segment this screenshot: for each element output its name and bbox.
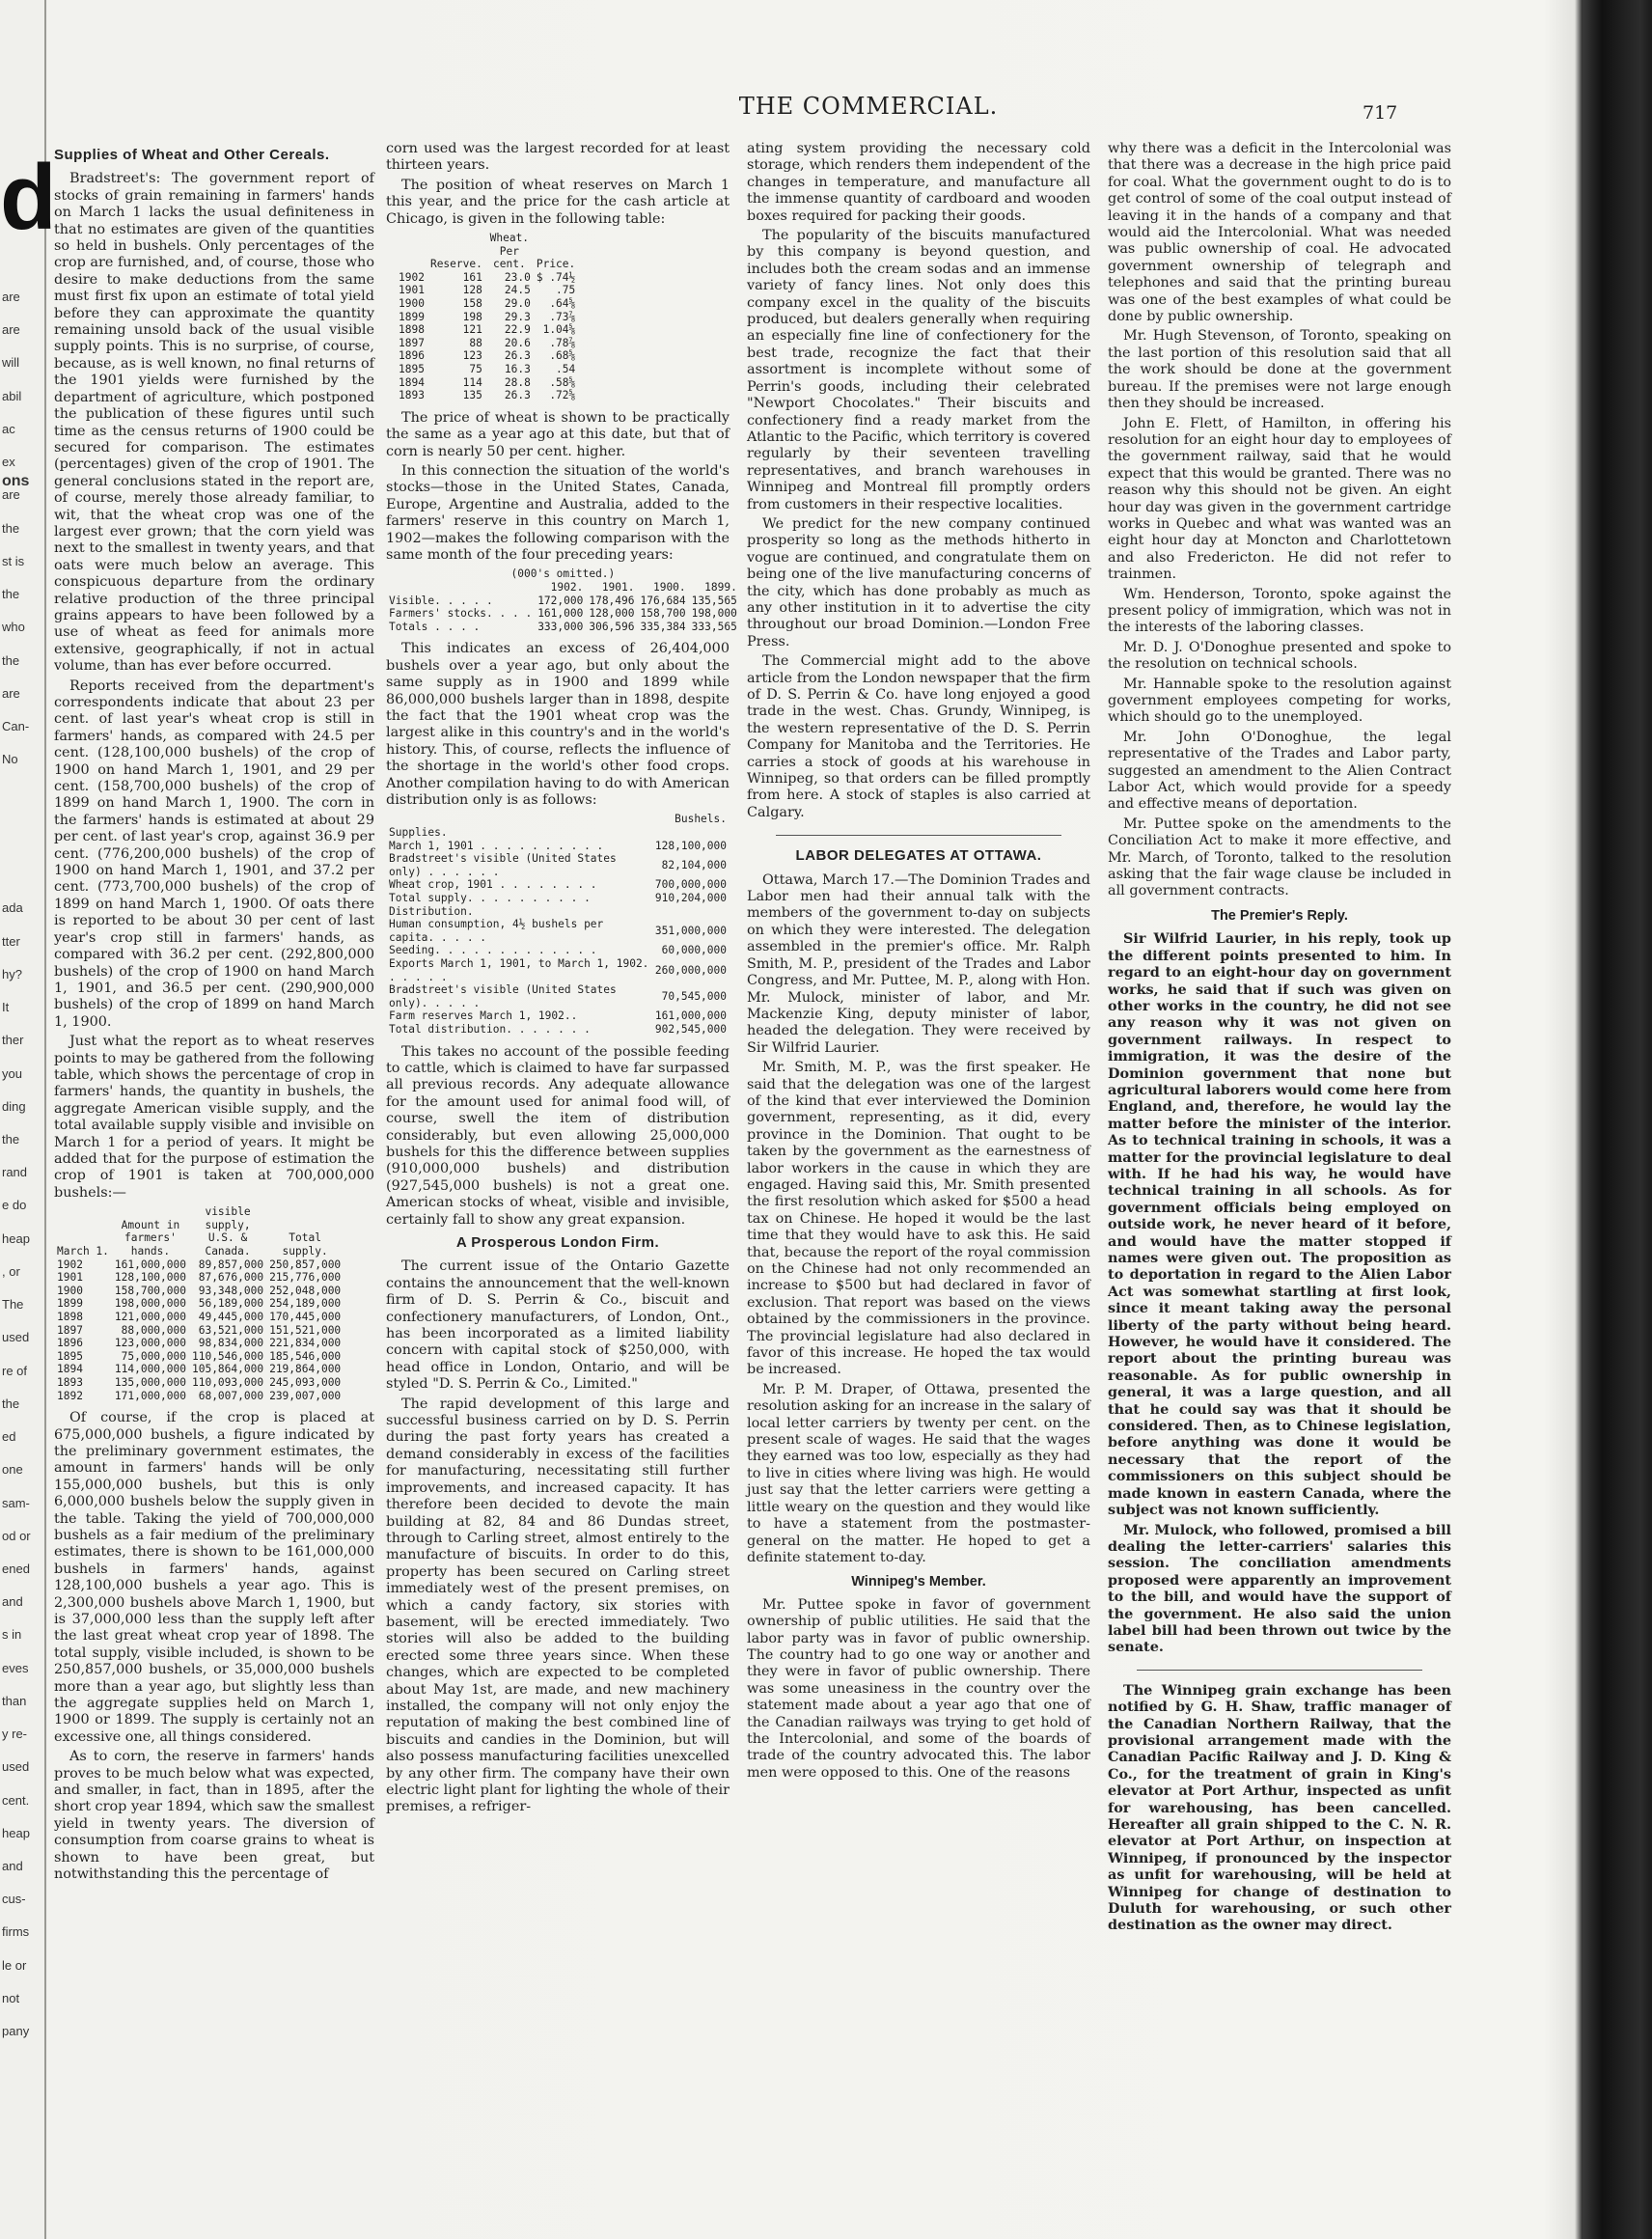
paragraph: Mr. Hannable spoke to the resolution against government employees competing for works, which should go to the unemployed.	[1108, 676, 1451, 726]
gutter-fragment: the	[2, 587, 20, 602]
table-cell: 245,093,000	[269, 1375, 342, 1389]
binding-edge	[1583, 0, 1652, 2239]
gutter-fragment: No	[2, 752, 18, 767]
paragraph: Mr. Smith, M. P., was the first speaker. He said that the delegation was one of the largest of the kind that ever interviewed the Dominion government, representing, as it did, every province in the Dominion. That ought to be taken by the government as the earnestness of labor workers in the cause in which they are engaged. Having said this, Mr. Smith presented the first resolution which asked for $500 a head tax on Chinese. He hoped it would be the last time that they would have to ask this. He said that, because the report of the royal commission on the Chinese had not only recommended an increase to $500 but had declared in favor of exclusion. That report was based on the views obtained by the commissioners in the province. The provincial legislature had also declared in favor of this increase. He hoped the tax would be increased.	[747, 1060, 1090, 1378]
table-cell: .54	[556, 362, 576, 375]
table-row	[54, 1311, 344, 1324]
table-cell: 70,545,000	[661, 989, 727, 1003]
paragraph: Wm. Henderson, Toronto, spoke against the present policy of immigration, which was not in the interests of the laboring classes.	[1108, 586, 1451, 636]
table-cell: 910,204,000	[654, 892, 727, 904]
gutter-fragment: firms	[2, 1924, 30, 1940]
paragraph: We predict for the new company continued prosperity so long as the methods hitherto in vogue are continued, and congratulate them on being one of the live manufacturing concerns of the city, which has done probably as much as any other institution in it to advertise the city throughout our broad Dominion.—London Free Press.	[747, 515, 1090, 650]
table-cell: 1897	[57, 1323, 83, 1337]
table-cell: Bradstreet's visible (United States only). . . . .	[389, 983, 617, 1009]
column-3	[747, 141, 1090, 1784]
table-cell: Visible. . . . .	[389, 594, 493, 607]
gutter-fragment: are	[2, 290, 20, 304]
table-cell: .58⅝	[549, 375, 576, 389]
table-cell: 185,546,000	[269, 1349, 342, 1363]
table-cell: $ .74½	[536, 270, 576, 284]
paragraph: The Winnipeg grain exchange has been notified by G. H. Shaw, traffic manager of the Canadian Northern Railway, that the provisional arrangement made with the Canadian Pacific Railway and J. D. King & Co., for the treatment of grain in King's elevator at Port Arthur, inspected as unfit for warehousing, has been cancelled. Hereafter all grain shipped to the C. N. R. elevator at Port Arthur, on inspection at Winnipeg, if pronounced by the inspector as unfit for warehousing, will be held at Winnipeg for change of destination to Duluth for warehousing, or such other destination as the owner may direct.	[1108, 1681, 1451, 1934]
gutter-fragment: s in	[2, 1627, 22, 1643]
table-cell: 198	[462, 310, 482, 323]
paragraph: corn used was the largest recorded for at least thirteen years.	[386, 141, 730, 174]
table-row	[54, 1376, 344, 1390]
table-cell: 1896	[57, 1337, 83, 1350]
table-row	[396, 349, 578, 363]
table-cell: 215,776,000	[269, 1271, 342, 1285]
paragraph: The position of wheat reserves on March 1 this year, and the price for the cash article at Chicago, is given in the following table:	[386, 177, 730, 227]
table-cell: Farm reserves March 1, 1902..	[389, 1009, 578, 1023]
gutter-fragment: ada	[2, 900, 23, 916]
table-row	[386, 840, 730, 853]
table-cell: 114,000,000	[114, 1363, 186, 1376]
paragraph: The Commercial might add to the above article from the London newspaper that the firm of D. S. Perrin & Co. have long enjoyed a good trade in the west. Chas. Grundy, Winnipeg, is the western representative of the D. S. Perrin Company for Manitoba and the Territories. He carries a stock of goods at his warehouse in Winnipeg, so that orders can be filled promptly from here. A stock of staples is also carried at Calgary.	[747, 653, 1090, 820]
gutter-fragment: ed	[2, 1429, 16, 1445]
gutter-fragment: The	[2, 1297, 24, 1313]
table-header: Wheat. Per cent.	[489, 232, 530, 271]
table-row	[396, 284, 578, 297]
table-row	[54, 1258, 344, 1272]
table-cell: 1900	[399, 297, 425, 310]
table-cell: .72⅝	[549, 389, 576, 402]
table-cell	[652, 905, 730, 919]
gutter-fragment: pany	[2, 2024, 30, 2039]
paragraph: Of course, if the crop is placed at 675,000,000 bushels, a figure indicated by the preliminary government estimates, the amount in farmers' hands will be only 155,000,000 bushels, but this is only 6,000,000 bushels below the supply given in the table. Taking the yield of 700,000,000 bushels as a fair medium of the preliminary estimates, there is shown to be 161,000,000 bushels in farmers' hands, against 128,100,000 bushels a year ago. This is 2,300,000 bushels above March 1, 1900, but is 37,000,000 less than the supply left after the last great wheat crop year of 1898. The total supply, visible included, is shown to be 250,857,000 bushels, or 35,000,000 bushels more than a year ago, but slightly less than the aggregate supplies held on March 1, 1900 or 1899. The supply is certainly not an excessive one, all things considered.	[54, 1410, 374, 1745]
table-row	[386, 905, 730, 919]
table-cell: 105,864,000	[191, 1363, 264, 1376]
table-cell: 123	[462, 349, 482, 363]
table-cell: 239,007,000	[269, 1389, 342, 1402]
table-cell: 87,676,000	[198, 1271, 264, 1285]
table-cell: 1900	[57, 1284, 83, 1297]
table-row	[386, 892, 730, 905]
table-row	[54, 1271, 344, 1285]
table-cell: 135	[462, 389, 482, 402]
table-cell: 128,100,000	[654, 839, 727, 852]
table-cell: 128,000	[589, 607, 635, 621]
table-cell: 1899	[57, 1297, 83, 1311]
gutter-fragment: st is	[2, 553, 25, 568]
gutter-side-word: ons	[2, 473, 30, 489]
gutter-fragment: are	[2, 685, 20, 701]
table-cell: 221,834,000	[269, 1337, 342, 1350]
table-cell: 161	[462, 270, 482, 284]
table-cell: .64⅝	[549, 297, 576, 310]
table-cell: March 1, 1901 . . . . . . . . . .	[389, 839, 604, 852]
table-cell: 110,546,000	[191, 1349, 264, 1363]
gutter-fragment: le or	[2, 1957, 27, 1973]
paragraph: This takes no account of the possible feeding to cattle, which is claimed to have far surpassed all previous records. Any adequate allowance for the amount used for animal food will, of course, swell the item of distribution considerably, but even allowing 25,000,000 bushels for this the difference between supplies (910,000,000 bushels) and distribution (927,545,000 bushels) is not a great one. American stocks of wheat, visible and invisible, certainly fall to show any great expansion.	[386, 1043, 730, 1228]
gutter-fragment: rand	[2, 1165, 28, 1180]
table-header: Total supply.	[282, 1231, 328, 1258]
table-header: Amount in farmers' hands.	[121, 1218, 180, 1258]
table-cell: 250,857,000	[269, 1258, 342, 1271]
table-cell: Totals . . . .	[389, 620, 481, 633]
paragraph: This indicates an excess of 26,404,000 bushels over a year ago, but only about the same supply as in 1900 and 1899 while 86,000,000 bushels larger than in 1898, despite the fact that the 1901 wheat crop was the largest alike in this country's and in the world's history. This, of course, reflects the influence of the shortage in the world's other food crops. Another compilation having to do with American distribution only is as follows:	[386, 641, 730, 809]
table-cell: Supplies.	[389, 826, 448, 840]
gutter-fragment: than	[2, 1693, 27, 1708]
table-header: Reserve.	[429, 258, 482, 271]
paragraph: The popularity of the biscuits manufactured by this company is beyond question, and includes both the cream sodas and an immense variety of fancy lines. Not only does this company excel in the quality of the biscuits produced, but dealers generally when requiring an especially fine line of confectionery for the best trade, recognize the fact that their assortment is incomplete without some of Perrin's goods, including their celebrated "Newport Chocolates." Their biscuits and confectionery find a ready market from the Atlantic to the Pacific, which territory is covered regularly by their seventeen travelling representatives, and branch warehouses in Winnipeg and Montreal fill promptly orders from customers in their respective localities.	[747, 228, 1090, 512]
subheading-premiers-reply: The Premier's Reply.	[1211, 907, 1348, 924]
table-cell: 161,000,000	[654, 1009, 727, 1023]
table-row	[386, 983, 730, 1009]
paragraph: The rapid development of this large and successful business carried on by D. S. Perrin during the past forty years has created a demand considerably in excess of the facilities for manufacturing, necessitating still further improvements, and increased capacity. It has therefore been decided to devote the main building at 82, 84 and 86 Dundas street, through to Carling street, almost entirely to the manufacture of biscuits. In order to do this, property has been secured on Carling street immediately west of the present premises, on which a candy factory, six stories with basement, will be erected immediately. Two stories will also be added to the building erected some three years since. When these changes, which are expected to be completed about May 1st, are made, and new machinery installed, the company will not only enjoy the reputation of making the best combined line of biscuits and candies in the Dominion, but will also possess manufacturing facilities unexcelled by any other firm. The company have their own electric light plant for lighting the whole of their premises, a refriger-	[386, 1396, 730, 1815]
table-row	[54, 1324, 344, 1338]
gutter-fragment: ex	[2, 455, 15, 470]
table-row	[396, 337, 578, 350]
table-cell: 26.3	[504, 389, 531, 402]
table-cell: 1898	[399, 323, 425, 337]
gutter-fragment: tter	[2, 933, 20, 949]
table-cell: 93,348,000	[198, 1284, 264, 1297]
table-cell: Farmers' stocks. . . .	[389, 607, 533, 621]
divider	[776, 835, 1061, 836]
paragraph: Ottawa, March 17.—The Dominion Trades and Labor men had their annual talk with the members of the government to-day on subjects on which they were interested. The delegation assembled in the premier's office. Mr. Ralph Smith, M. P., president of the Trades and Labor Congress, and Mr. Puttee, M. P., along with Hon. Mr. Mulock, minister of labor, and Mr. Mackenzie King, deputy minister of labor, headed the delegation. They were received by Sir Wilfrid Laurier.	[747, 871, 1090, 1056]
table-row	[386, 957, 730, 983]
table-cell: Distribution.	[389, 904, 474, 918]
paragraph: Reports received from the department's correspondents indicate that about 23 per cent. of last year's wheat crop is still in farmers' hands, as compared with 24.5 per cent. (128,100,000 bushels) of the crop of 1900 on hand March 1, 1901, and 29 per cent. (158,700,000 bushels) of the crop of 1899 on hand March 1, 1900. The corn in the farmers' hands is estimated at about 29 per cent. of last year's crop, against 36.9 per cent. (776,200,000 bushels) of the crop of 1900 on hand March 1, 1901, and 37.2 per cent. (773,700,000 bushels) of the crop of 1899 on hand March 1, 1900. Of oats there is reported to be about 30 per cent of last year's crop still in farmers' hands, as compared with 36.2 per cent. (292,800,000 bushels) of the crop of 1900 on hand March 1, 1901, and 36.5 per cent. (290,900,000 bushels) of the crop of 1899 on hand March 1, 1900.	[54, 677, 374, 1030]
table-row	[386, 944, 730, 957]
gutter-fragment: It	[2, 1000, 10, 1015]
table-cell: 902,545,000	[654, 1022, 727, 1036]
subheading-winnipegs-member: Winnipeg's Member.	[851, 1574, 986, 1590]
table-row	[386, 607, 740, 621]
gutter-fragment: are	[2, 322, 20, 338]
premier-reply-body	[1108, 930, 1451, 1655]
table-cell: 1893	[399, 389, 425, 402]
paragraph: Mr. P. M. Draper, of Ottawa, presented the resolution asking for an increase in the salary of local letter carriers by twenty per cent. on the present scale of wages. He said that the wages they earned was too low, especially as they had to live in cities where living was high. He would just say that the letter carriers were getting a little weary on the question and they would like to have a statement from the postmaster-general on the matter. He hoped to get a definite statement to-day.	[747, 1381, 1090, 1565]
table-cell: 306,596	[589, 620, 635, 633]
table-cell: 198,000,000	[114, 1297, 186, 1311]
gutter-fragment: , or	[2, 1263, 20, 1279]
gutter-fragment: will	[2, 355, 20, 371]
table-cell: 1898	[57, 1310, 83, 1323]
gutter-fragment: not	[2, 1990, 20, 2005]
table-row	[386, 594, 740, 608]
table-cell: 178,496	[589, 594, 635, 607]
gutter-fragment: heap	[2, 1825, 30, 1840]
table-cell	[652, 826, 730, 840]
paragraph: ating system providing the necessary cold storage, which renders them independent of the changes in temperature, and manufacture all the immense quantity of cardboard and wooden boxes required for packing their goods.	[747, 141, 1090, 224]
gutter-fragment: cus-	[2, 1892, 26, 1907]
page-header-title: THE COMMERCIAL.	[738, 93, 999, 120]
gutter-fragment: e do	[2, 1198, 27, 1213]
table-cell: 158	[462, 297, 482, 310]
table-cell: 198,000	[691, 607, 737, 621]
gutter-fragment: sam-	[2, 1495, 30, 1510]
table-row	[396, 376, 578, 390]
table-cell: 252,048,000	[269, 1284, 342, 1297]
divider	[1137, 1670, 1422, 1671]
paragraph: why there was a deficit in the Intercolonial was that there was a decrease in the high price paid for coal. What the government ought to do is to get control of some of the coal output instead of leaving it in the hands of a company and that would aid the Intercolonial. What was needed was public ownership of coal. He advocated government ownership of telegraph and telephones and said that the printing bureau was one of the best examples of what could be done by public ownership.	[1108, 141, 1451, 325]
table-cell: 260,000,000	[654, 963, 727, 977]
column-1	[54, 141, 374, 1886]
table-cell: 1893	[57, 1375, 83, 1389]
table-cell: 1901	[57, 1271, 83, 1285]
table-header: 1900.	[652, 581, 686, 594]
table-header: March 1.	[57, 1244, 109, 1258]
table-cell: 128,100,000	[114, 1271, 186, 1285]
table-header: visible supply, U.S. & Canada.	[205, 1205, 251, 1258]
table-cell: Wheat crop, 1901 . . . . . . . .	[389, 878, 597, 892]
table-header: 1902.	[550, 581, 584, 594]
gutter-fragment: used	[2, 1330, 30, 1345]
table-cell: Bradstreet's visible (United States only) . . . . . .	[389, 852, 617, 878]
table-cell: 26.3	[504, 349, 531, 363]
table-cell: 172,000	[537, 594, 584, 607]
table-cell: 1899	[399, 310, 425, 323]
table-cell: 1896	[399, 349, 425, 363]
previous-page-gutter	[0, 0, 57, 2239]
article-title-wheat-supplies: Supplies of Wheat and Other Cereals.	[54, 147, 330, 163]
table-cell: 128	[462, 284, 482, 297]
article-title-london-firm: A Prosperous London Firm.	[455, 1234, 660, 1251]
table-cell: 161,000	[537, 607, 584, 621]
table-cell: 1895	[399, 362, 425, 375]
table-cell: 700,000,000	[654, 878, 727, 892]
table-cell: .68⅝	[549, 349, 576, 363]
table-cell: 1.04⅝	[542, 323, 576, 337]
table-cell: 1895	[57, 1349, 83, 1363]
table-cell: Total distribution. . . . . . .	[389, 1022, 591, 1036]
gutter-fragment: re of	[2, 1363, 28, 1378]
table-cell: 1902	[399, 270, 425, 284]
gutter-fragment: used	[2, 1759, 30, 1775]
table-cell: 158,700	[640, 607, 686, 621]
table-row	[396, 363, 578, 376]
gutter-fragment: Can-	[2, 718, 30, 733]
gutter-fragment: the	[2, 1132, 20, 1147]
table-cell: 219,864,000	[269, 1363, 342, 1376]
wheat-article-body	[54, 171, 374, 1202]
table-cell: 88	[469, 336, 482, 349]
paragraph: John E. Flett, of Hamilton, in offering his resolution for an eight hour day to employees of the government railway, said that he would expect that this would be granted. There was no reason why this should not be given. An eight hour day was given in the government cartridge works in Quebec and what was wanted was an eight hour day at Moncton and Charlottetown and also Fredericton. He did not refer to trainmen.	[1108, 415, 1451, 583]
table-header: 1899.	[704, 581, 737, 594]
table-cell: Human consumption, 4½ bushels per capita. . . . .	[389, 918, 604, 944]
table-cell: 16.3	[504, 362, 531, 375]
paragraph: The price of wheat is shown to be practically the same as a year ago at this date, but that of corn is nearly 50 per cent. higher.	[386, 409, 730, 459]
table-row	[386, 918, 730, 944]
table-cell: 68,007,000	[198, 1389, 264, 1402]
paragraph: Mr. Mulock, who followed, promised a bill dealing the letter-carriers' salaries this session. The conciliation amendments proposed were apparently an improvement to the bill, and would have the support of the government. He also said the union label bill had been thrown out twice by the senate.	[1108, 1521, 1451, 1656]
wheat-price-table	[396, 232, 578, 402]
table-cell: 1902	[57, 1258, 83, 1271]
table-cell: 82,104,000	[661, 859, 727, 872]
table-cell: 351,000,000	[654, 924, 727, 937]
table-row	[396, 389, 578, 402]
table-cell: 98,834,000	[198, 1337, 264, 1350]
column-4	[1108, 141, 1451, 1937]
table-cell: 121,000,000	[114, 1310, 186, 1323]
table-cell: 56,189,000	[198, 1297, 264, 1311]
wheat-reserves-supply-table	[54, 1205, 344, 1402]
table-cell: 75,000,000	[121, 1349, 186, 1363]
page-number: 717	[1363, 102, 1398, 124]
table-cell: 171,000,000	[114, 1389, 186, 1402]
gutter-fragment: you	[2, 1065, 22, 1081]
table-cell: 88,000,000	[121, 1323, 186, 1337]
gutter-fragment: are	[2, 487, 20, 503]
table-cell: 22.9	[504, 323, 531, 337]
table-row	[396, 311, 578, 324]
table-cell: Total supply. . . . . . . . . .	[389, 892, 591, 904]
table-cell: Seeding. . . . . . . . . . . . .	[389, 944, 597, 957]
table-row	[54, 1350, 344, 1364]
table-header-row	[386, 567, 740, 581]
table-row	[54, 1297, 344, 1311]
table-cell: 28.8	[504, 375, 531, 389]
table-cell: 170,445,000	[269, 1310, 342, 1323]
gutter-fragment: and	[2, 1859, 23, 1874]
table-cell: 333,565	[691, 620, 737, 633]
table-unit-note: (000's omitted.)	[510, 567, 616, 581]
table-header-row	[386, 813, 730, 826]
table-cell: 1894	[57, 1363, 83, 1376]
table-cell: 29.3	[504, 310, 531, 323]
table-cell: 49,445,000	[198, 1310, 264, 1323]
table-row	[54, 1390, 344, 1403]
table-cell: 333,000	[537, 620, 584, 633]
gutter-fragment: y re-	[2, 1727, 27, 1742]
article-title-labor-delegates: LABOR DELEGATES AT OTTAWA.	[795, 847, 1042, 865]
table-cell: .78⅞	[549, 336, 576, 349]
table-row	[386, 1023, 730, 1037]
grain-exchange-notice	[1108, 1682, 1451, 1934]
table-cell: 158,700,000	[114, 1284, 186, 1297]
table-header	[396, 232, 427, 271]
table-cell: 176,684	[640, 594, 686, 607]
paragraph: Mr. D. J. O'Donoghue presented and spoke to the resolution on technical schools.	[1108, 639, 1451, 673]
table-row	[386, 878, 730, 892]
table-cell: 24.5	[504, 284, 531, 297]
table-cell: 63,521,000	[198, 1323, 264, 1337]
table-cell: 89,857,000	[198, 1258, 264, 1271]
gutter-fragment: the	[2, 520, 20, 536]
paragraph: Mr. John O'Donoghue, the legal representative of the Trades and Labor party, suggested an amendment to the Alien Contract Labor Act, which would provide for a speedy and effective means of deportation.	[1108, 729, 1451, 813]
table-cell: 1901	[399, 284, 425, 297]
paragraph: Just what the report as to wheat reserves points to may be gathered from the following table, which shows the percentage of crop in farmers' hands, the quantity in bushels, the aggregate American visible supply, and the total available supply visible and invisible on March 1 for a period of years. It might be added that for the purpose of estimation the crop of 1901 is taken at 700,000,000 bushels:—	[54, 1034, 374, 1201]
gutter-fragment: od or	[2, 1528, 31, 1543]
table-header: 1901.	[601, 581, 635, 594]
table-row	[396, 271, 578, 285]
table-cell: 23.0	[504, 270, 531, 284]
paragraph: Sir Wilfrid Laurier, in his reply, took up the different points presented to him. In regard to an eight-hour day on government works, he said that if such was given on other works in the country, he did not see any reason why it was not given on government railways. In respect to immigration, it was the desire of the Dominion government that none but agricultural laborers would come here from England, and, therefore, he would lay the matter before the minister of the interior. As to technical training in schools, it was a matter for the provincial legislature to deal with. If he had his way, he would have technical training in all schools. As for government officials being employed on outside work, he never heard of it before, and would have the matter stopped if names were given out. The proposition as to deportation in regard to the Alien Labor Act was somewhat startling at first look, since it meant taking away the personal liberty of the party without being heard. However, he would have it considered. The report about the printing bureau was reasonable. As for public ownership in general, it was a large question, and all that he could say was that it should be considered. Then, as to Chinese legislation, before anything was done it would be necessary that the report of the commissioners on this subject should be made known in eastern Canada, where the subject was not known sufficiently.	[1108, 930, 1451, 1519]
table-cell: 20.6	[504, 336, 531, 349]
wheat-article-body-continued	[54, 1410, 374, 1883]
table-cell: 1897	[399, 336, 425, 349]
table-cell: 254,189,000	[269, 1297, 342, 1311]
table-cell: 135,565	[691, 594, 737, 607]
paragraph: In this connection the situation of the world's stocks—those in the United States, Canada, Europe, Argentine and Australia, added to the farmers' reserve in this country on March 1, 1902—makes the following comparison with the same month of the four preceding years:	[386, 462, 730, 563]
gutter-fragment: the	[2, 652, 20, 668]
table-cell: 123,000,000	[114, 1337, 186, 1350]
table-row	[54, 1363, 344, 1376]
table-cell: 1894	[399, 375, 425, 389]
table-cell: 60,000,000	[661, 944, 727, 957]
distribution-table	[386, 813, 730, 1036]
gutter-fragment: who	[2, 620, 25, 635]
table-cell: .75	[556, 284, 576, 297]
paragraph: Mr. Puttee spoke in favor of government ownership of public utilities. He said that the labor party was in favor of public ownership. The country had to go one way or another and they were in favor of public ownership. There was some uneasiness in the country over the statement made about a year ago that one of the Canadian railways was trying to get hold of the Intercolonial, and some of the boards of trade of the country advocated this. The labor men were opposed to this. One of the reasons	[747, 1596, 1090, 1781]
gutter-fragment: eves	[2, 1660, 29, 1675]
table-row	[386, 852, 730, 878]
table-header: Bushels.	[675, 813, 727, 826]
table-row	[54, 1337, 344, 1350]
table-header: Price.	[536, 258, 576, 271]
table-header-row	[396, 232, 578, 271]
gutter-fragment: ding	[2, 1098, 26, 1114]
table-row	[396, 323, 578, 337]
gutter-fragment: one	[2, 1462, 23, 1478]
gutter-fragment: abil	[2, 388, 22, 403]
gutter-fragment: ther	[2, 1033, 24, 1048]
table-header-row	[54, 1205, 344, 1258]
table-cell: 161,000,000	[114, 1258, 186, 1271]
gutter-fragment: the	[2, 1396, 20, 1411]
table-cell: 29.0	[504, 297, 531, 310]
column-2	[386, 141, 737, 1819]
gutter-fragment: cent.	[2, 1792, 30, 1808]
table-cell: 1892	[57, 1389, 83, 1402]
table-row	[386, 621, 740, 634]
table-cell: Exports March 1, 1901, to March 1, 1902. . . . . .	[389, 956, 649, 983]
gutter-fragment: ac	[2, 421, 15, 436]
paragraph: Mr. Hugh Stevenson, of Toronto, speaking on the last portion of this resolution said that all the work should be done at the government bureau. If the premises were not large enough then they should be increased.	[1108, 328, 1451, 412]
paragraph: As to corn, the reserve in farmers' hands proves to be much below what was expected, and smaller, in fact, than in 1895, after the short crop year 1894, which saw the smallest yield in twenty years. The diversion of consumption from coarse grains to wheat is shown to have been great, but notwithstanding this the percentage of	[54, 1749, 374, 1883]
table-cell: 135,000,000	[114, 1375, 186, 1389]
gutter-fragment: and	[2, 1594, 23, 1610]
gutter-fragment: ened	[2, 1561, 30, 1576]
table-header-row	[386, 581, 740, 594]
table-cell: 110,093,000	[191, 1375, 264, 1389]
table-cell: 121	[462, 323, 482, 337]
paragraph: Mr. Puttee spoke on the amendments to the Conciliation Act to make it more effective, and Mr. March, of Toronto, talked to the resolution asking that the fair wage clause be included in all government contracts.	[1108, 815, 1451, 899]
gutter-fragment: hy?	[2, 966, 22, 981]
table-cell: .73⅞	[549, 310, 576, 323]
table-cell: 335,384	[640, 620, 686, 633]
gutter-large-letter: d	[0, 146, 57, 249]
paragraph: The current issue of the Ontario Gazette contains the announcement that the well-known firm of D. S. Perrin & Co., biscuit and confectionery manufacturers, of London, Ont., has been incorporated as a limited liability concern with capital stock of $250,000, with head office in London, Ontario, and will be styled "D. S. Perrin & Co., Limited."	[386, 1258, 730, 1393]
table-cell: 151,521,000	[269, 1323, 342, 1337]
table-row	[396, 297, 578, 311]
world-stocks-table	[386, 567, 740, 633]
paragraph: Bradstreet's: The government report of stocks of grain remaining in farmers' hands on March 1 lacks the usual definiteness in that no estimates are given of the quantities so held in bushels. Only percentages of the crop are furnished, and, of course, those who desire to make deductions from the same must first fix upon an estimate of total yield before they can approximate the quantity remaining unsold back of the usual visible supply points. This is no surprise, of course, because, as is well known, no final returns of the 1901 yields were furnished by the department of agriculture, which postponed the publication of these figures until such time as the census returns of 1900 could be secured for comparison. The estimates (percentages) given of the crop of 1901. The general conclusions stated in the report are, of course, merely those already familiar, to wit, that the wheat crop was one of the largest ever grown; that the corn yield was next to the smallest in twenty years, and that oats were much below an average. This conspicuous departure from the ordinary relative production of the three principal grains appears to have been followed by a use of wheat as feed for animals more extensive, geographically, if not in actual volume, than has ever before occurred.	[54, 171, 374, 675]
table-cell: 114	[462, 375, 482, 389]
table-cell: 75	[469, 362, 482, 375]
table-row	[54, 1285, 344, 1298]
table-row	[386, 1009, 730, 1023]
gutter-fragment: heap	[2, 1230, 30, 1246]
table-row	[386, 826, 730, 840]
